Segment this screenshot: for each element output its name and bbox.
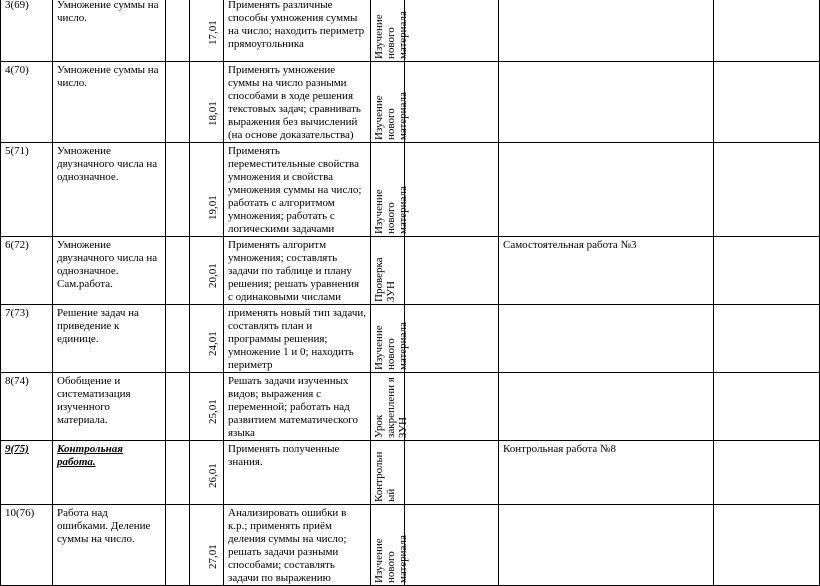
lesson-goals: Анализировать ошибки в к.р.; применять приём деления суммы на число; решать задачи разными способами; составлять задачи по выражению [224, 505, 371, 586]
lesson-date: 19,01 [206, 195, 219, 220]
lesson-topic: Обобщение и систематизация изученного материала. [53, 373, 166, 441]
table-row [1, 237, 820, 305]
empty-cell [166, 441, 190, 505]
lesson-number: 9(75) [1, 441, 53, 505]
lesson-goals: применять новый тип задачи, составлять план и программы решения; умножение 1 и 0; находить периметр [224, 305, 371, 373]
lesson-date-cell [190, 373, 224, 441]
empty-cell [714, 237, 820, 305]
table-row [1, 505, 820, 586]
lesson-type-cell: Изучение нового материала [371, 0, 405, 62]
lesson-number: 5(71) [1, 143, 53, 237]
empty-cell [714, 62, 820, 143]
lesson-date: 20,01 [206, 263, 219, 288]
lesson-date-cell [190, 441, 224, 505]
lesson-date-cell [190, 237, 224, 305]
empty-cell [714, 305, 820, 373]
lesson-goals: Применять полученные знания. [224, 441, 371, 505]
lesson-date-cell [190, 505, 224, 586]
empty-cell [405, 505, 499, 586]
empty-cell [166, 62, 190, 143]
empty-cell [166, 237, 190, 305]
empty-cell [405, 441, 499, 505]
lesson-control [499, 373, 714, 441]
lesson-goals: Применять переместительные свойства умножения и свойства умножения суммы на число; работать с алгоритмом умножения; работать с логическими задачами [224, 143, 371, 237]
lesson-type-cell: Изучение нового материала [371, 143, 405, 237]
empty-cell [714, 505, 820, 586]
lesson-date: 18,01 [206, 101, 219, 126]
lesson-type-cell: Контрольн ый [371, 441, 405, 505]
lesson-type-cell: Урок закреплени я ЗУН [371, 373, 405, 441]
lesson-control [499, 505, 714, 586]
empty-cell [405, 0, 499, 62]
lesson-date: 17,01 [206, 20, 219, 45]
empty-cell [405, 143, 499, 237]
empty-cell [714, 373, 820, 441]
lesson-control [499, 0, 714, 62]
table-row [1, 441, 820, 505]
lesson-number: 8(74) [1, 373, 53, 441]
table-row [1, 305, 820, 373]
lesson-type-cell: Изучение нового материала [371, 505, 405, 586]
lesson-topic: Умножение двузначного числа на однозначное. Сам.работа. [53, 237, 166, 305]
lesson-date: 25,01 [206, 399, 219, 424]
lesson-control: Самостоятельная работа №3 [499, 237, 714, 305]
empty-cell [166, 373, 190, 441]
empty-cell [714, 0, 820, 62]
empty-cell [166, 305, 190, 373]
table-row [1, 143, 820, 237]
lesson-date-cell [190, 62, 224, 143]
lesson-number: 4(70) [1, 62, 53, 143]
lesson-control [499, 62, 714, 143]
empty-cell [405, 237, 499, 305]
table-row [1, 0, 820, 62]
lesson-type-cell: Изучение нового материала [371, 62, 405, 143]
lesson-type-cell: Проверка ЗУН [371, 237, 405, 305]
lesson-number: 6(72) [1, 237, 53, 305]
lesson-control [499, 143, 714, 237]
lesson-number: 7(73) [1, 305, 53, 373]
lesson-date: 24,01 [206, 331, 219, 356]
lesson-number: 3(69) [1, 0, 53, 62]
lesson-control [499, 305, 714, 373]
lesson-number: 10(76) [1, 505, 53, 586]
lesson-topic: Работа над ошибками. Деление суммы на число. [53, 505, 166, 586]
lesson-topic: Умножение суммы на число. [53, 0, 166, 62]
lesson-topic: Решение задач на приведение к единице. [53, 305, 166, 373]
lesson-topic: Контрольная работа. [53, 441, 166, 505]
lesson-goals: Применять различные способы умножения суммы на число; находить периметр прямоугольника [224, 0, 371, 62]
lesson-goals: Применять алгоритм умножения; составлять задачи по таблице и плану решения; решать уравнения с одинаковыми числами [224, 237, 371, 305]
empty-cell [405, 62, 499, 143]
lesson-topic: Умножение суммы на число. [53, 62, 166, 143]
lesson-date-cell [190, 143, 224, 237]
lesson-goals: Решать задачи изученных видов; выражения с переменной; работать над развитием математического языка [224, 373, 371, 441]
lesson-control: Контрольная работа №8 [499, 441, 714, 505]
empty-cell [714, 143, 820, 237]
lesson-date-cell [190, 305, 224, 373]
lesson-type-cell: Изучение нового материала [371, 305, 405, 373]
lesson-date: 27,01 [206, 544, 219, 569]
lesson-goals: Применять умножение суммы на число разными способами в ходе решения текстовых задач; сравнивать выражения без вычислений (на основе доказательства) [224, 62, 371, 143]
empty-cell [405, 373, 499, 441]
empty-cell [405, 305, 499, 373]
empty-cell [166, 143, 190, 237]
table-row [1, 62, 820, 143]
lesson-topic: Умножение двузначного числа на однозначное. [53, 143, 166, 237]
empty-cell [166, 0, 190, 62]
empty-cell [166, 505, 190, 586]
empty-cell [714, 441, 820, 505]
lesson-date-cell [190, 0, 224, 62]
lesson-date: 26,01 [206, 463, 219, 488]
table-row [1, 373, 820, 441]
